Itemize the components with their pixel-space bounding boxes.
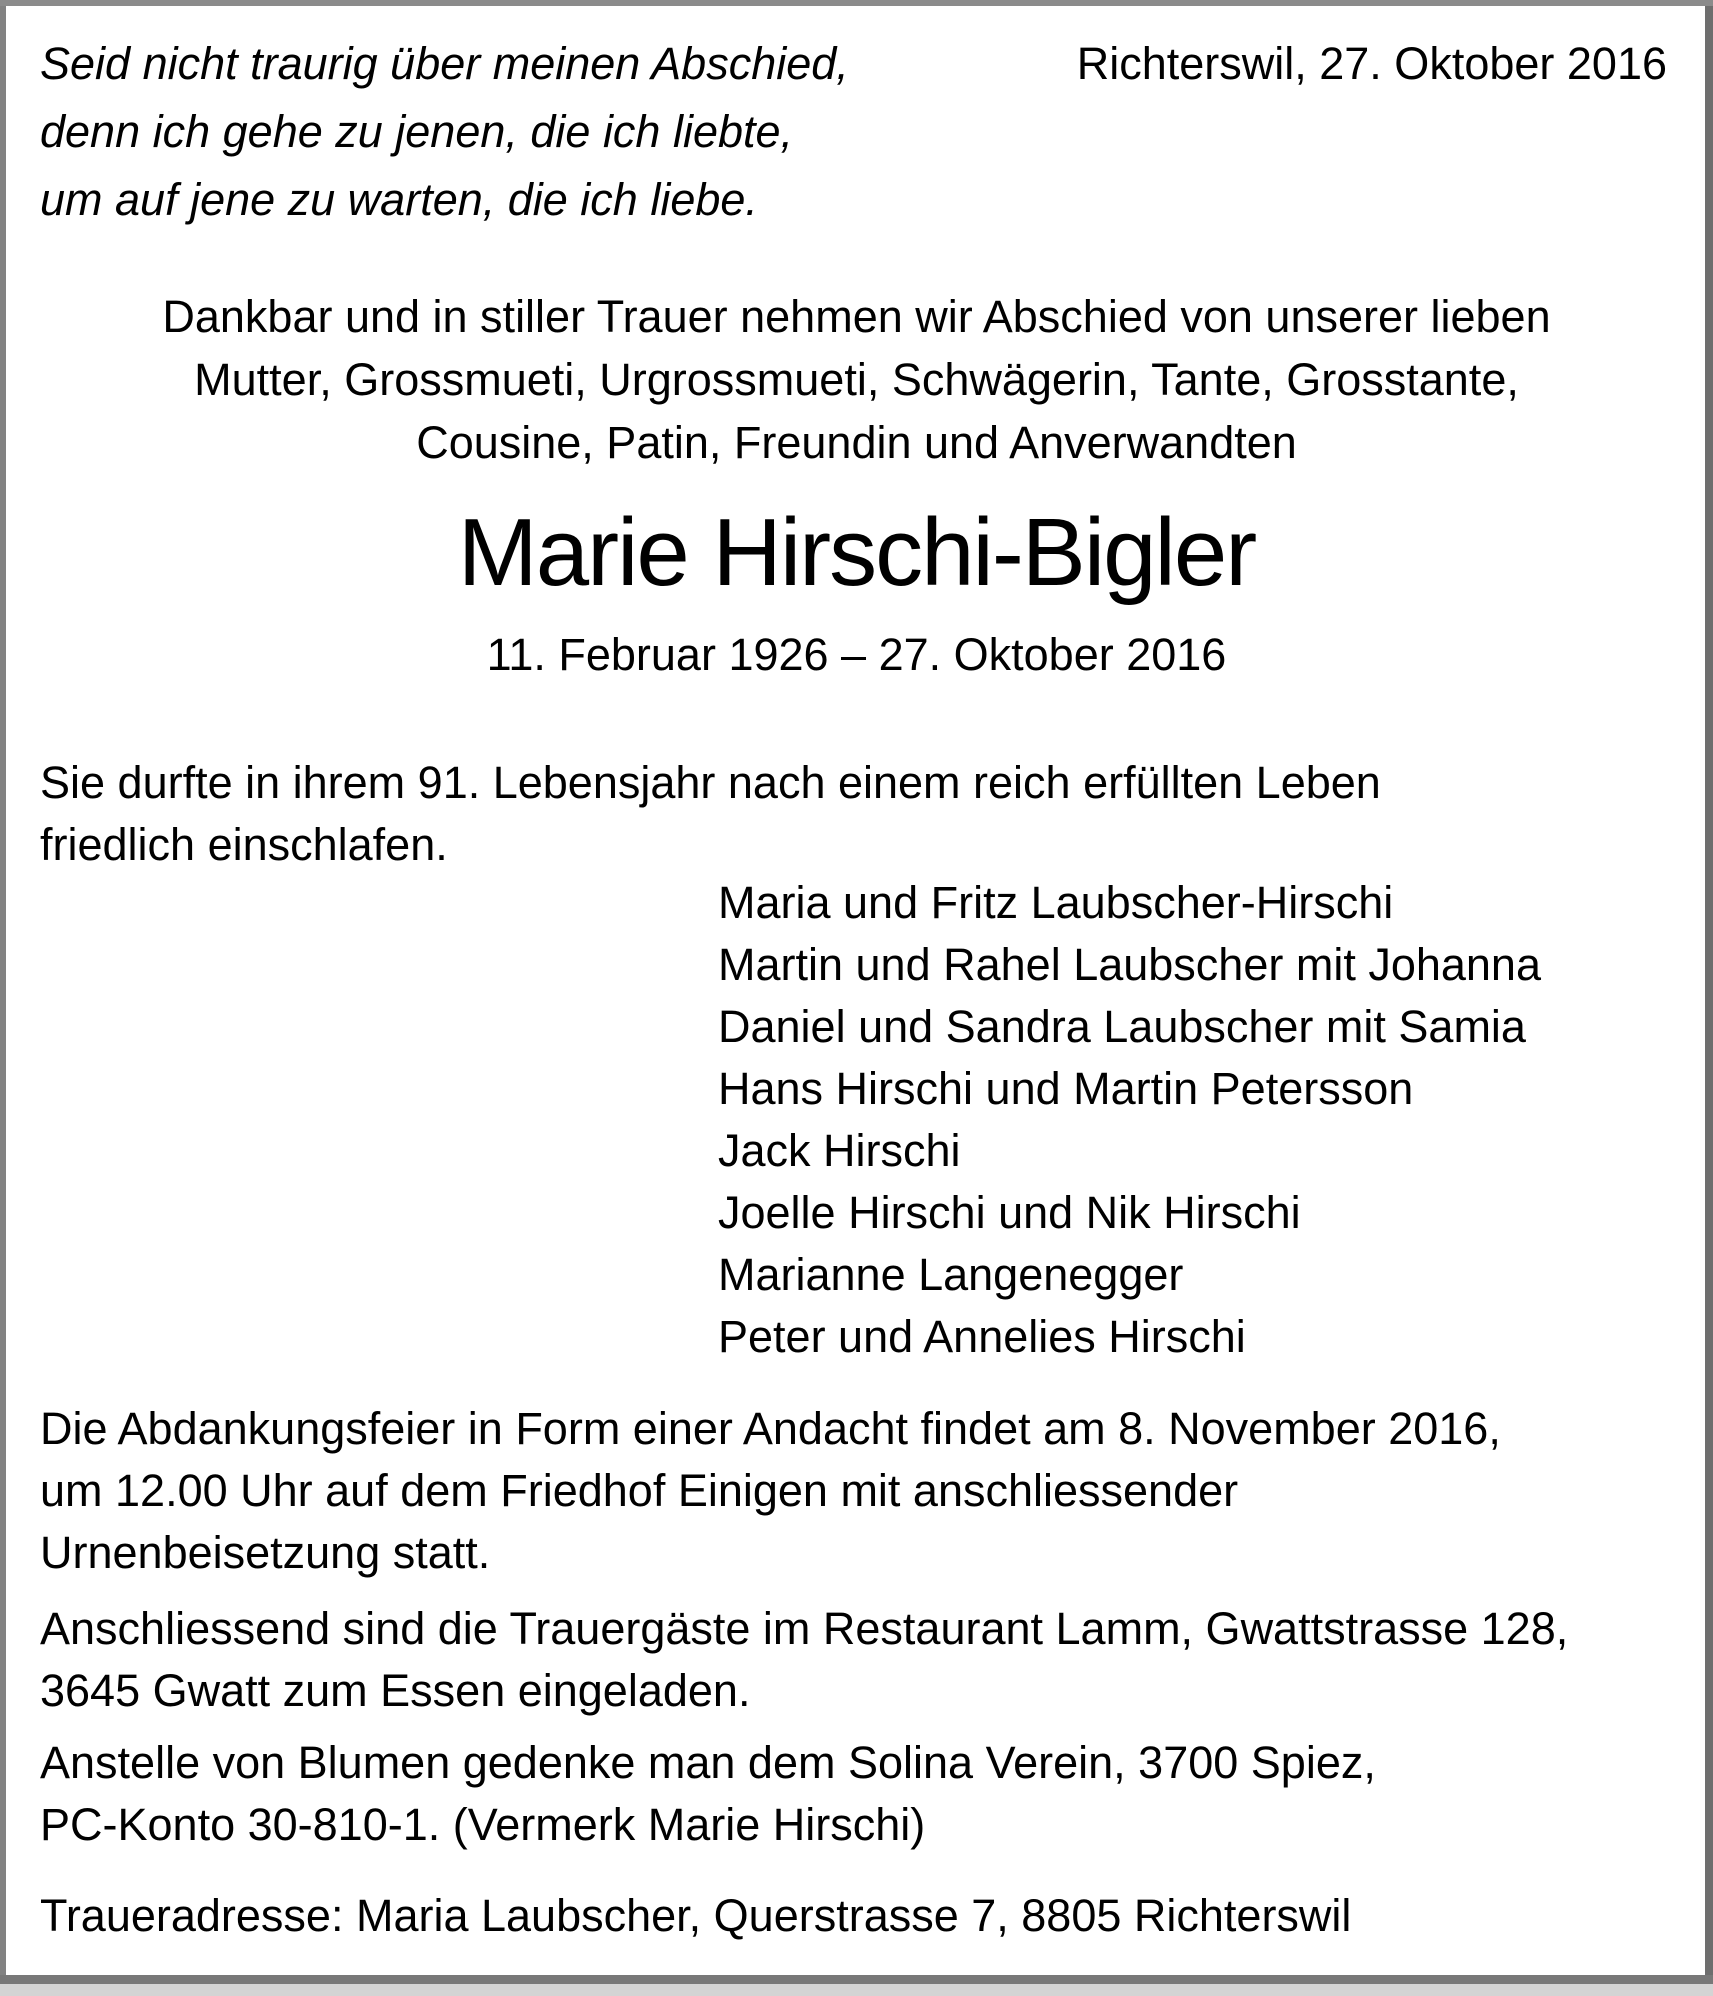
mourner-name: Hans Hirschi und Martin Petersson bbox=[718, 1063, 1414, 1114]
donation-info-line: Anstelle von Blumen gedenke man dem Solina Verein, 3700 Spiez, bbox=[40, 1737, 1376, 1788]
intro-line: Dankbar und in stiller Trauer nehmen wir Abschied von unserer lieben bbox=[162, 291, 1551, 342]
service-info-line: Die Abdankungsfeier in Form einer Andacht findet am 8. November 2016, bbox=[40, 1403, 1501, 1454]
mourner-name: Maria und Fritz Laubscher-Hirschi bbox=[718, 877, 1394, 928]
intro-line: Mutter, Grossmueti, Urgrossmueti, Schwägerin, Tante, Grosstante, bbox=[194, 354, 1519, 405]
service-info-line: Urnenbeisetzung statt. bbox=[40, 1527, 491, 1578]
intro-line: Cousine, Patin, Freundin und Anverwandten bbox=[416, 417, 1297, 468]
death-note-line: Sie durfte in ihrem 91. Lebensjahr nach einem reich erfüllten Leben bbox=[40, 757, 1381, 808]
mourners-list bbox=[718, 872, 1541, 1368]
page-shadow-strip bbox=[0, 1984, 1713, 1996]
donation-info-paragraph bbox=[40, 1732, 1376, 1856]
dateline: Richterswil, 27. Oktober 2016 bbox=[1076, 38, 1667, 89]
mourner-name: Jack Hirschi bbox=[718, 1125, 961, 1176]
mourner-name: Joelle Hirschi und Nik Hirschi bbox=[718, 1187, 1301, 1238]
mourner-name: Daniel und Sandra Laubscher mit Samia bbox=[718, 1001, 1526, 1052]
intro-paragraph bbox=[0, 285, 1713, 474]
page-border-bottom bbox=[0, 1975, 1713, 1984]
epigraph-verse bbox=[40, 30, 849, 234]
epigraph-line: um auf jene zu warten, die ich liebe. bbox=[40, 174, 758, 225]
mourner-name: Marianne Langenegger bbox=[718, 1249, 1184, 1300]
service-info-line: um 12.00 Uhr auf dem Friedhof Einigen mit anschliessender bbox=[40, 1465, 1239, 1516]
death-note-line: friedlich einschlafen. bbox=[40, 819, 448, 870]
service-info-paragraph bbox=[40, 1398, 1501, 1584]
mourning-address: Traueradresse: Maria Laubscher, Querstrasse 7, 8805 Richterswil bbox=[40, 1890, 1352, 1941]
reception-info-line: 3645 Gwatt zum Essen eingeladen. bbox=[40, 1665, 751, 1716]
reception-info-line: Anschliessend sind die Trauergäste im Restaurant Lamm, Gwattstrasse 128, bbox=[40, 1603, 1569, 1654]
epigraph-line: denn ich gehe zu jenen, die ich liebte, bbox=[40, 106, 794, 157]
donation-info-line: PC-Konto 30-810-1. (Vermerk Marie Hirschi) bbox=[40, 1799, 926, 1850]
page-border-top bbox=[0, 0, 1713, 6]
death-note-paragraph bbox=[40, 752, 1381, 876]
mourner-name: Martin und Rahel Laubscher mit Johanna bbox=[718, 939, 1541, 990]
deceased-name: Marie Hirschi-Bigler bbox=[457, 499, 1256, 606]
mourner-name: Peter und Annelies Hirschi bbox=[718, 1311, 1246, 1362]
epigraph-line: Seid nicht traurig über meinen Abschied, bbox=[40, 38, 849, 89]
life-dates: 11. Februar 1926 – 27. Oktober 2016 bbox=[486, 629, 1227, 680]
reception-info-paragraph bbox=[40, 1598, 1568, 1722]
